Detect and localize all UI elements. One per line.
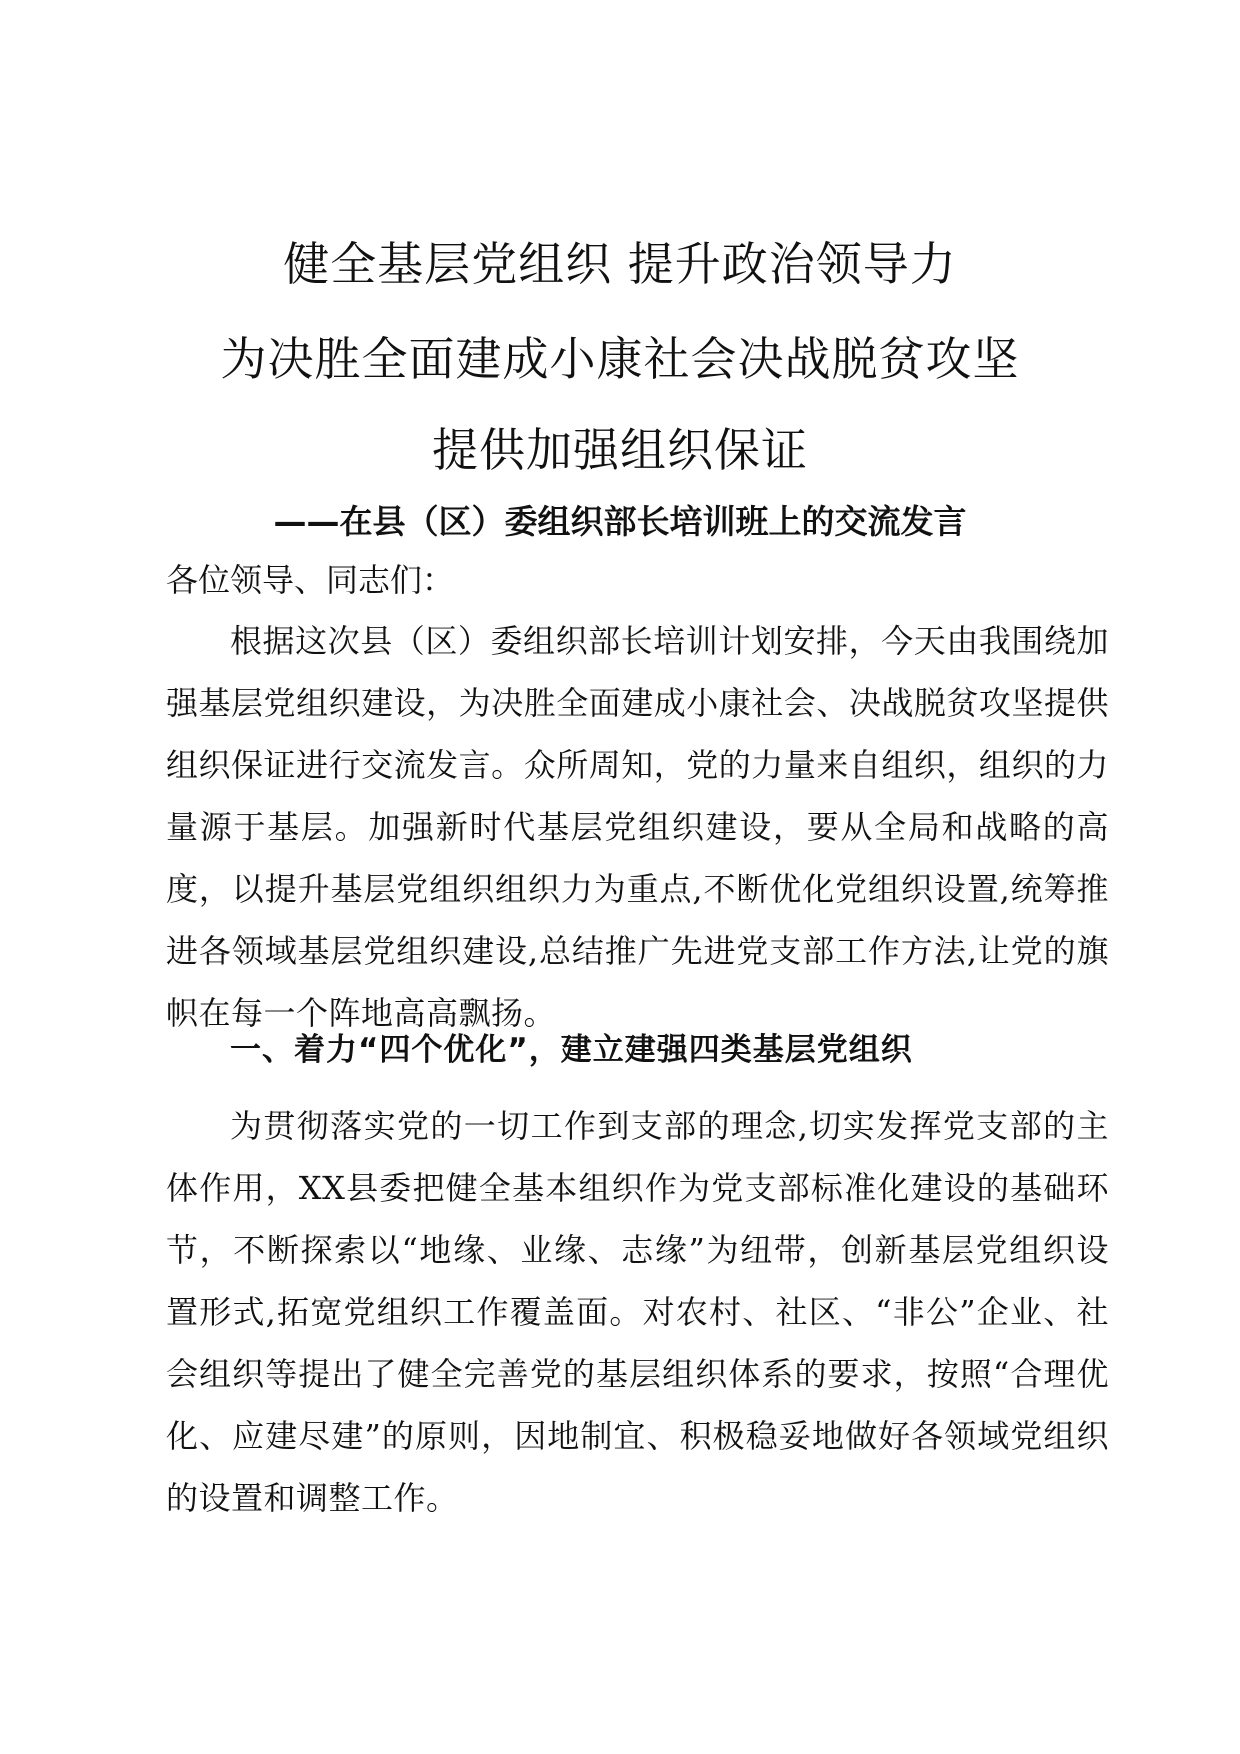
paragraph-intro: 根据这次县（区）委组织部长培训计划安排，今天由我围绕加强基层党组织建设，为决胜全面建成小康社会、决战脱贫攻坚提供组织保证进行交流发言。众所周知，党的力量来自组织，组织的力量源于基层。加强新时代基层党组织建设，要从全局和战略的高度，以提升基层党组织组织力为重点,不断优化党组织设置,统筹推进各领域基层党组织建设,总结推广先进党支部工作方法,让党的旗帜在每一个阵地高高飘扬。 <box>166 622 1109 1032</box>
title-line-1: 健全基层党组织 提升政治领导力 <box>283 237 957 291</box>
paragraph-section-1: 为贯彻落实党的一切工作到支部的理念,切实发挥党支部的主体作用，XX县委把健全基本组织作为党支部标准化建设的基础环节，不断探索以“地缘、业缘、志缘”为纽带，创新基层党组织设置形式,拓宽党组织工作覆盖面。对农村、社区、“非公”企业、社会组织等提出了健全完善党的基层组织体系的要求，按照“合理优化、应建尽建”的原则，因地制宜、积极稳妥地做好各领域党组织的设置和调整工作。 <box>166 1107 1109 1517</box>
title-line-2: 为决胜全面建成小康社会决战脱贫攻坚 <box>220 332 1020 386</box>
title-line-3: 提供加强组织保证 <box>432 423 808 477</box>
section-heading-1: 一、着力“四个优化”，建立建强四类基层党组织 <box>230 1032 913 1068</box>
subtitle: ——在县（区）委组织部长培训班上的交流发言 <box>273 502 967 541</box>
salutation: 各位领导、同志们： <box>166 561 455 599</box>
